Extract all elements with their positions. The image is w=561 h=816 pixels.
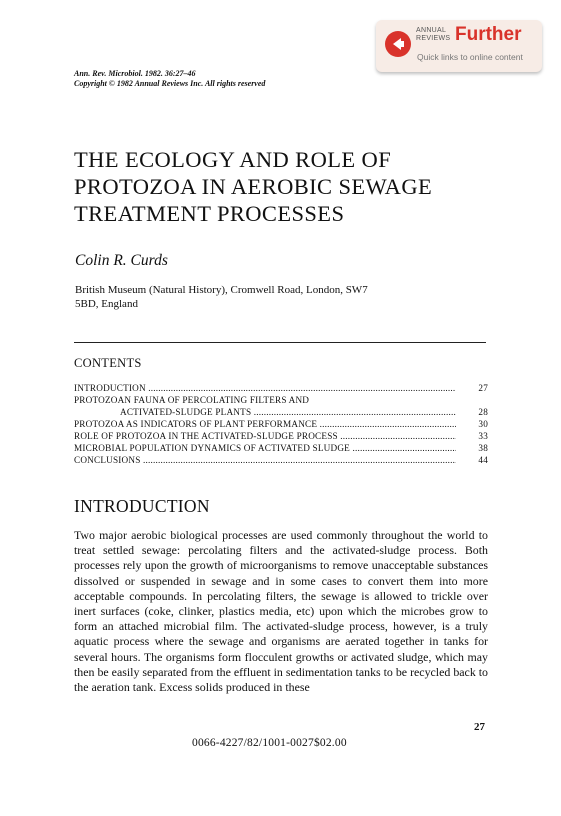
article-title [74, 146, 432, 227]
toc-entry-title: PROTOZOA AS INDICATORS OF PLANT PERFORMANCE ..... [74, 418, 456, 430]
toc-entry-page: 33 [478, 431, 488, 441]
introduction-paragraph: Two major aerobic biological processes are used commonly throughout the world to treat settled sewage: percolating filters and the activated-sludge process. Both processes rely upon the growth of microorganisms to remove unacceptable substances dissolved or suspended in sewage and in some cases to convert them into more acceptable compounds. In percolating filters, the sewage is allowed to trickle over inert surfaces (coke, clinker, plastics media, etc) upon which the microbes grow to form an attached microbial film. The activated-sludge process, however, is a truly aquatic process where the sewage and organisms are aerated together in tanks for several hours. The organisms form flocculent growths or activated sludge, which may then be easily separated from the effluent in sedimentation tanks to be recycled back to the aeration tank. Excess solids produced in these [74, 528, 488, 695]
banner-line-1: ANNUAL [416, 27, 447, 34]
banner-subtitle[interactable]: Quick links to online content [417, 52, 523, 62]
title-line: THE ECOLOGY AND ROLE OF [74, 147, 392, 172]
toc-entry-title: ACTIVATED-SLUDGE PLANTS ..... [120, 406, 456, 418]
journal-header [74, 69, 265, 89]
title-line: TREATMENT PROCESSES [74, 201, 345, 226]
annual-reviews-further-banner[interactable] [376, 20, 542, 72]
toc-entry[interactable] [74, 418, 488, 430]
toc-entry[interactable] [74, 442, 488, 454]
journal-citation: Ann. Rev. Microbiol. 1982. 36:27–46 [74, 69, 196, 78]
divider [74, 342, 486, 343]
footer-code: 0066-4227/82/1001-0027$02.00 [192, 737, 347, 749]
banner-annual-reviews-label [416, 27, 450, 43]
table-of-contents [74, 382, 488, 466]
toc-entry[interactable] [74, 394, 488, 406]
toc-entry-title: INTRODUCTION ..... [74, 382, 456, 394]
affiliation-line: British Museum (Natural History), Cromwell Road, London, SW7 [75, 284, 368, 296]
toc-entry-page: 28 [478, 407, 488, 417]
title-line: PROTOZOA IN AEROBIC SEWAGE [74, 174, 433, 199]
toc-entry-page: 38 [478, 443, 488, 453]
toc-entry[interactable] [74, 382, 488, 394]
banner-brand[interactable]: Further [455, 24, 522, 45]
toc-entry-page: 30 [478, 419, 488, 429]
toc-entry-title: CONCLUSIONS ..... [74, 454, 456, 466]
journal-copyright: Copyright © 1982 Annual Reviews Inc. All rights reserved [74, 79, 266, 88]
toc-entry-page: 27 [478, 383, 488, 393]
toc-entry[interactable] [74, 430, 488, 442]
page-number: 27 [474, 721, 485, 733]
author-name: Colin R. Curds [75, 252, 168, 269]
contents-heading: CONTENTS [74, 356, 142, 370]
introduction-heading: INTRODUCTION [74, 496, 210, 516]
author-affiliation [75, 283, 368, 311]
toc-entry-title: MICROBIAL POPULATION DYNAMICS OF ACTIVATED SLUDGE ..... [74, 442, 456, 454]
toc-entry[interactable] [74, 454, 488, 466]
banner-line-2: REVIEWS [416, 35, 451, 42]
toc-entry-title: PROTOZOAN FAUNA OF PERCOLATING FILTERS AND [74, 395, 310, 405]
arrow-left-icon [385, 31, 411, 57]
toc-entry-title: ROLE OF PROTOZOA IN THE ACTIVATED-SLUDGE PROCESS ..... [74, 430, 456, 442]
affiliation-line: 5BD, England [75, 298, 138, 310]
toc-entry[interactable] [74, 406, 488, 418]
toc-entry-page: 44 [478, 455, 488, 465]
